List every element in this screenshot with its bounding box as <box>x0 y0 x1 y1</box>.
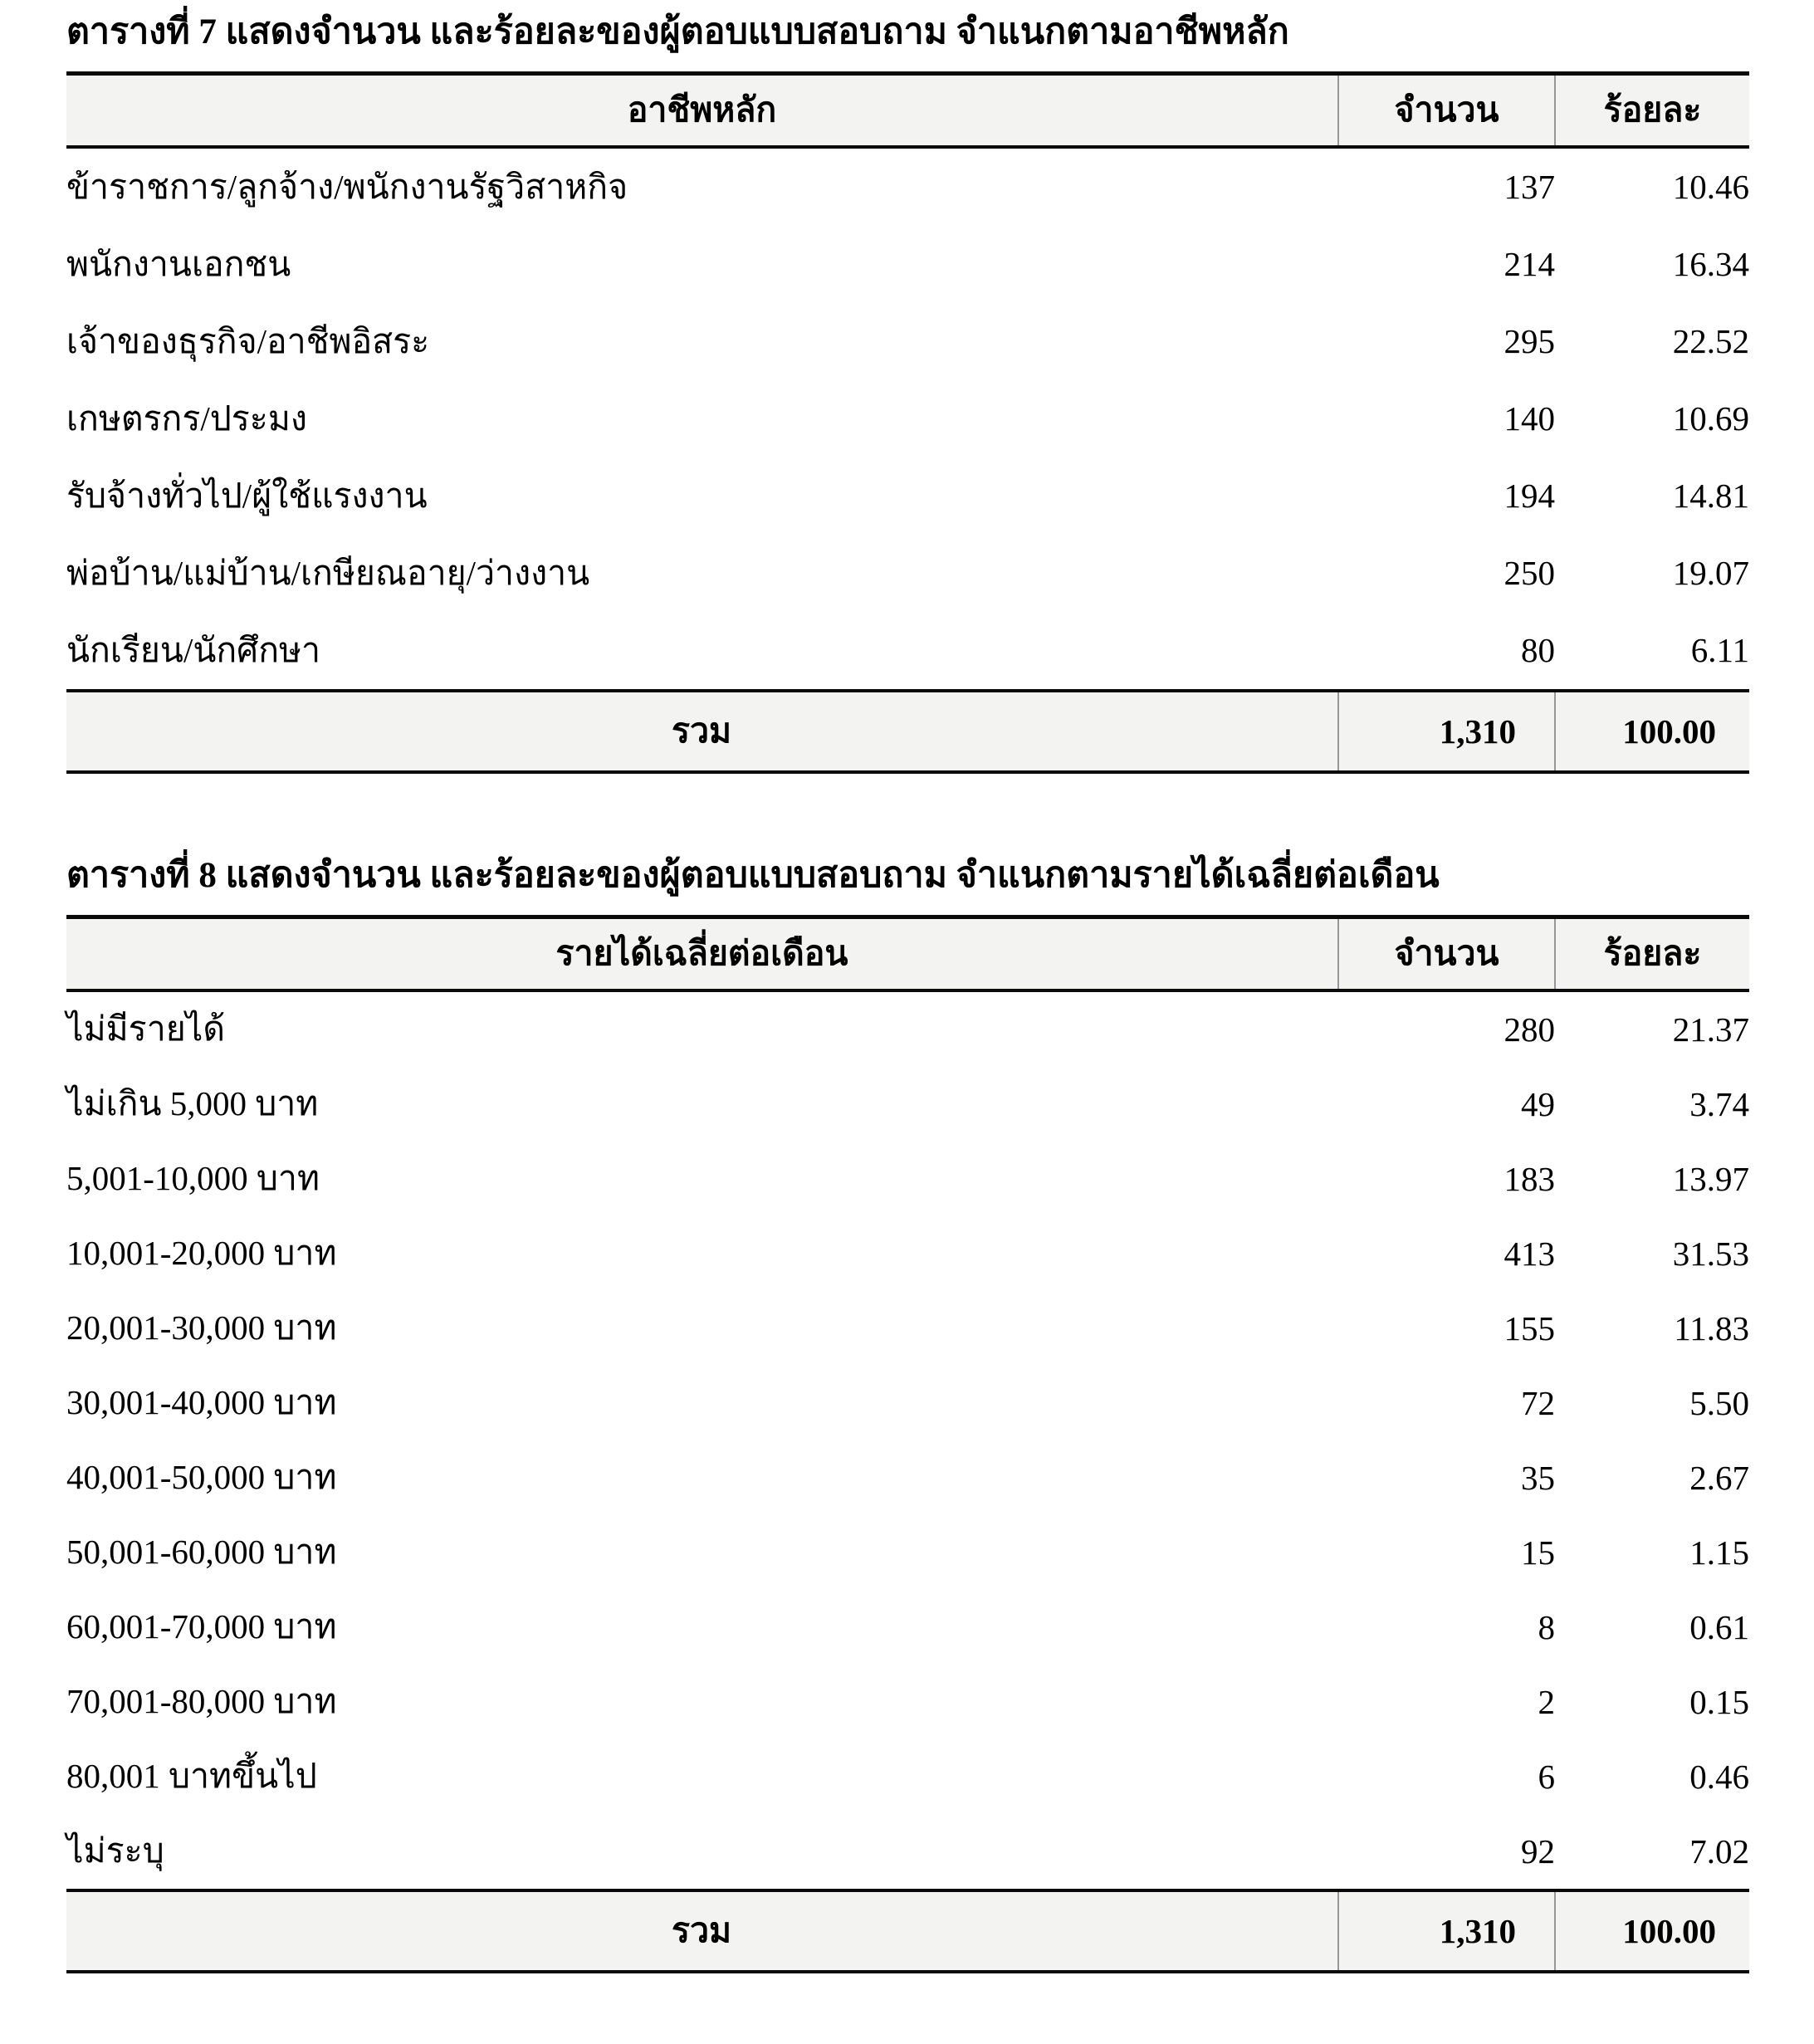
row-label: ไม่มีรายได้ <box>66 990 1338 1067</box>
row-count: 155 <box>1338 1291 1555 1366</box>
table-row <box>66 147 1749 226</box>
row-percent: 16.34 <box>1555 226 1749 303</box>
row-count: 15 <box>1338 1515 1555 1590</box>
table-row <box>66 380 1749 457</box>
table7-header-occupation: อาชีพหลัก <box>66 73 1338 147</box>
table-row <box>66 1665 1749 1739</box>
row-label: เกษตรกร/ประมง <box>66 380 1338 457</box>
row-percent: 19.07 <box>1555 535 1749 612</box>
row-percent: 0.46 <box>1555 1739 1749 1814</box>
row-count: 8 <box>1338 1590 1555 1665</box>
table-row <box>66 1515 1749 1590</box>
row-label: ข้าราชการ/ลูกจ้าง/พนักงานรัฐวิสาหกิจ <box>66 147 1338 226</box>
row-percent: 10.46 <box>1555 147 1749 226</box>
row-label: รับจ้างทั่วไป/ผู้ใช้แรงงาน <box>66 457 1338 535</box>
table8-total-percent: 100.00 <box>1555 1890 1749 1972</box>
row-percent: 21.37 <box>1555 990 1749 1067</box>
table-row <box>66 1590 1749 1665</box>
row-count: 194 <box>1338 457 1555 535</box>
table7-total-percent: 100.00 <box>1555 691 1749 772</box>
row-label: 60,001-70,000 บาท <box>66 1590 1338 1665</box>
table-row <box>66 1739 1749 1814</box>
row-label: 20,001-30,000 บาท <box>66 1291 1338 1366</box>
table8-total-count: 1,310 <box>1338 1890 1555 1972</box>
row-count: 92 <box>1338 1814 1555 1890</box>
row-count: 2 <box>1338 1665 1555 1739</box>
table-row <box>66 226 1749 303</box>
row-count: 295 <box>1338 303 1555 380</box>
row-percent: 1.15 <box>1555 1515 1749 1590</box>
table8-body <box>66 990 1749 1890</box>
row-label: 10,001-20,000 บาท <box>66 1216 1338 1291</box>
table-row <box>66 303 1749 380</box>
row-label: 70,001-80,000 บาท <box>66 1665 1338 1739</box>
table-row <box>66 612 1749 691</box>
table7-body <box>66 147 1749 691</box>
row-percent: 11.83 <box>1555 1291 1749 1366</box>
row-count: 72 <box>1338 1366 1555 1440</box>
table8-title: ตารางที่ 8 แสดงจำนวน และร้อยละของผู้ตอบแบบสอบถาม จำแนกตามรายได้เฉลี่ยต่อเดือน <box>66 855 1440 895</box>
table8-total-label: รวม <box>66 1890 1338 1972</box>
row-count: 6 <box>1338 1739 1555 1814</box>
row-count: 413 <box>1338 1216 1555 1291</box>
table7-header-percent: ร้อยละ <box>1555 73 1749 147</box>
table-row <box>66 535 1749 612</box>
row-percent: 7.02 <box>1555 1814 1749 1890</box>
table8-section <box>66 853 1749 1973</box>
row-label: พ่อบ้าน/แม่บ้าน/เกษียณอายุ/ว่างงาน <box>66 535 1338 612</box>
row-label: พนักงานเอกชน <box>66 226 1338 303</box>
row-label: 80,001 บาทขึ้นไป <box>66 1739 1338 1814</box>
table7-header-count: จำนวน <box>1338 73 1555 147</box>
row-percent: 2.67 <box>1555 1440 1749 1515</box>
row-percent: 22.52 <box>1555 303 1749 380</box>
table7-total-count: 1,310 <box>1338 691 1555 772</box>
table7 <box>66 71 1749 774</box>
row-label: นักเรียน/นักศึกษา <box>66 612 1338 691</box>
table-row <box>66 1440 1749 1515</box>
row-label: 50,001-60,000 บาท <box>66 1515 1338 1590</box>
row-label: 5,001-10,000 บาท <box>66 1142 1338 1216</box>
row-percent: 31.53 <box>1555 1216 1749 1291</box>
row-count: 140 <box>1338 380 1555 457</box>
row-count: 49 <box>1338 1067 1555 1142</box>
table7-title: ตารางที่ 7 แสดงจำนวน และร้อยละของผู้ตอบแบบสอบถาม จำแนกตามอาชีพหลัก <box>66 12 1289 51</box>
row-count: 137 <box>1338 147 1555 226</box>
row-label: 40,001-50,000 บาท <box>66 1440 1338 1515</box>
table8-header-row <box>66 917 1749 990</box>
row-label: ไม่เกิน 5,000 บาท <box>66 1067 1338 1142</box>
table-row <box>66 1142 1749 1216</box>
row-label: ไม่ระบุ <box>66 1814 1338 1890</box>
table-row <box>66 1366 1749 1440</box>
table8-header-percent: ร้อยละ <box>1555 917 1749 990</box>
row-percent: 0.15 <box>1555 1665 1749 1739</box>
row-count: 35 <box>1338 1440 1555 1515</box>
row-percent: 10.69 <box>1555 380 1749 457</box>
table8 <box>66 915 1749 1973</box>
table-row <box>66 1814 1749 1890</box>
table-row <box>66 1216 1749 1291</box>
row-percent: 3.74 <box>1555 1067 1749 1142</box>
row-percent: 0.61 <box>1555 1590 1749 1665</box>
row-percent: 5.50 <box>1555 1366 1749 1440</box>
table-row <box>66 1067 1749 1142</box>
table8-header-count: จำนวน <box>1338 917 1555 990</box>
table-row <box>66 1291 1749 1366</box>
row-label: เจ้าของธุรกิจ/อาชีพอิสระ <box>66 303 1338 380</box>
row-count: 80 <box>1338 612 1555 691</box>
table-row <box>66 457 1749 535</box>
table8-header-income: รายได้เฉลี่ยต่อเดือน <box>66 917 1338 990</box>
row-count: 183 <box>1338 1142 1555 1216</box>
table7-total-row <box>66 691 1749 772</box>
table7-section <box>66 10 1749 774</box>
table8-total-row <box>66 1890 1749 1972</box>
table-row <box>66 990 1749 1067</box>
row-percent: 14.81 <box>1555 457 1749 535</box>
table7-total-label: รวม <box>66 691 1338 772</box>
table7-header-row <box>66 73 1749 147</box>
row-count: 214 <box>1338 226 1555 303</box>
row-count: 250 <box>1338 535 1555 612</box>
row-label: 30,001-40,000 บาท <box>66 1366 1338 1440</box>
row-percent: 6.11 <box>1555 612 1749 691</box>
row-count: 280 <box>1338 990 1555 1067</box>
row-percent: 13.97 <box>1555 1142 1749 1216</box>
